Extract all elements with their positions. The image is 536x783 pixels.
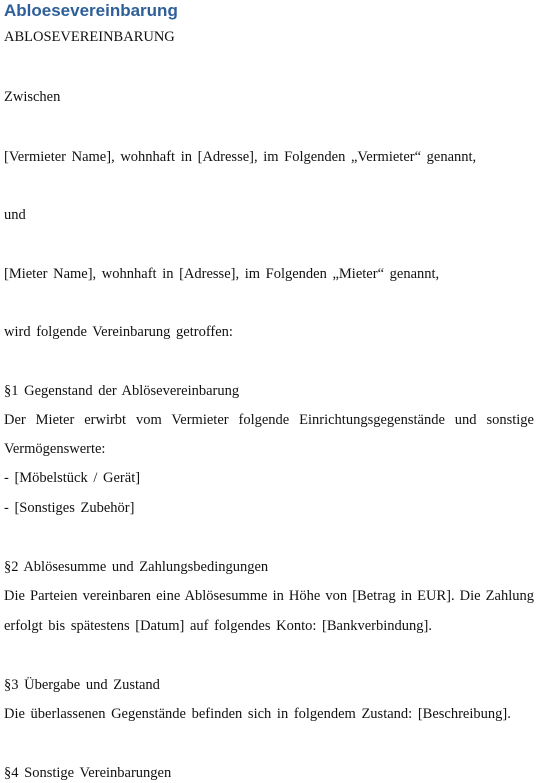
section-3-text-line: Die überlassenen Gegenstände befinden sich in folgendem Zustand: [Beschreibung]. <box>4 706 511 722</box>
section-2-heading: §2 Ablösesumme und Zahlungsbedingungen <box>4 559 269 575</box>
section-1-list-item: - [Möbelstück / Gerät] <box>4 470 141 486</box>
document-heading: ABLOSEVEREINBARUNG <box>4 29 175 45</box>
section-1-heading: §1 Gegenstand der Ablösevereinbarung <box>4 383 240 399</box>
section-3-heading: §3 Übergabe und Zustand <box>4 677 160 693</box>
landlord-line: [Vermieter Name], wohnhaft in [Adresse], im Folgenden „Vermieter“ genannt, <box>4 149 477 165</box>
section-2-text-line: Die Parteien vereinbaren eine Ablösesumme in Höhe von [Betrag in EUR]. Die Zahlung <box>4 588 534 604</box>
tenant-line: [Mieter Name], wohnhaft in [Adresse], im Folgenden „Mieter“ genannt, <box>4 266 440 282</box>
section-4-heading: §4 Sonstige Vereinbarungen <box>4 765 172 781</box>
and-text: und <box>4 207 26 223</box>
section-2-text-line: erfolgt bis spätestens [Datum] auf folgendes Konto: [Bankverbindung]. <box>4 618 432 634</box>
between-text: Zwischen <box>4 89 61 105</box>
agreement-intro: wird folgende Vereinbarung getroffen: <box>4 324 233 340</box>
section-1-text-line: Vermögenswerte: <box>4 441 106 457</box>
section-1-text-line: Der Mieter erwirbt vom Vermieter folgende Einrichtungsgegenstände und sonstige <box>4 412 534 428</box>
document-title: Abloesevereinbarung <box>4 1 178 20</box>
section-1-list-item: - [Sonstiges Zubehör] <box>4 500 135 516</box>
